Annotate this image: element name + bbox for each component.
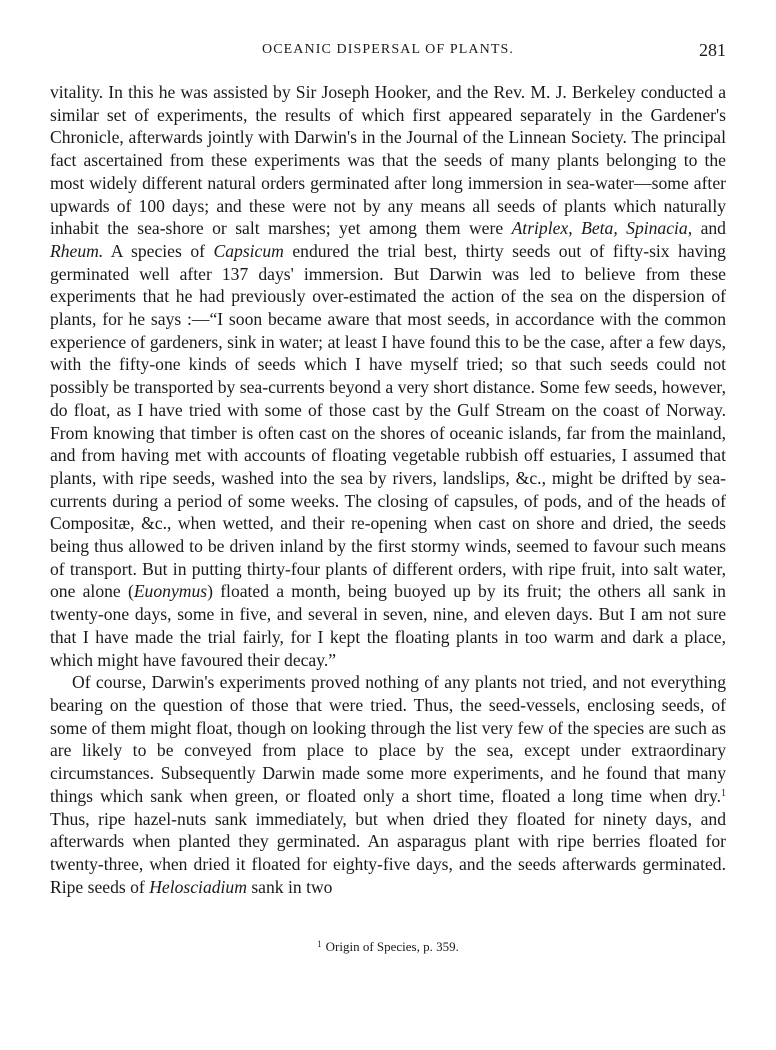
running-title: OCEANIC DISPERSAL OF PLANTS.	[262, 42, 514, 57]
footnote-text: Origin of Species, p. 359.	[325, 939, 459, 954]
paragraph	[50, 81, 726, 671]
footnote	[50, 939, 726, 955]
footnote-mark: 1	[317, 939, 322, 949]
text-run: endured the trial best, thirty seeds out of fifty-six having germinated well after 137 days' immersion. But Darwin was led to believe from these experiments that he had previously over-estimated the action of the sea on the dispersion of plants, for he says :—“I soon became aware that most seeds, in accordance with the common experience of gardeners, sink in water; at least I have found this to be the case, after a few days, with the fifty-one kinds of seeds which I have myself tried; so that such seeds could not possibly be transported by sea-currents beyond a very short distance. Some few seeds, however, do float, as I have tried with some of those cast by the Gulf Stream on the coast of Norway. From knowing that timber is often cast on the shores of oceanic islands, far from the mainland, and from having met with accounts of floating vegetable rubbish off estuaries, I assumed that plants, with ripe seeds, washed into the sea by rivers, landslips, &c., might be drifted by sea-currents during a period of some weeks. The closing of capsules, of pods, and of the heads of Compositæ, &c., when wetted, and their re-opening when cast on shore and dried, the seeds being thus allowed to be driven inland by the first stormy winds, seemed to favour such means of transport. But in putting thirty-four plants of different orders, with ripe fruit, into salt water, one alone (	[50, 240, 726, 602]
text-run: and	[692, 218, 726, 239]
italic-run: Rheum.	[50, 240, 104, 261]
italic-run: Atriplex, Beta, Spinacia,	[511, 218, 693, 239]
text-run: Of course, Darwin's experiments proved nothing of any plants not tried, and not everything bearing on the question of those that were tried. Thus, the seed-vessels, enclosing seeds, of some of them might float, though on looking through the list very few of the species are such as are likely to be conveyed from place to place by the sea, except under extraordinary circumstances. Subsequently Darwin made some more experiments, and he found that many things which sank when green, or floated only a short time, floated a long time when dry.	[50, 672, 726, 806]
body-text	[50, 81, 726, 898]
footnote-reference: 1	[721, 787, 726, 799]
page-header	[50, 40, 726, 64]
italic-run: Helosciadium	[149, 876, 247, 897]
italic-run: Euonymus	[133, 581, 208, 602]
italic-run: Capsicum	[213, 240, 284, 261]
text-run: vitality. In this he was assisted by Sir Joseph Hooker, and the Rev. M. J. Berkeley conducted a similar set of experiments, the results of which first appeared separately in the Gardener's Chronicle, afterwards jointly with Darwin's in the Journal of the Linnean Society. The principal fact ascertained from these experiments was that the seeds of many plants belonging to the most widely different natural orders germinated after long immersion in sea-water—some after upwards of 100 days; and these were not by any means all seeds of plants which naturally inhabit the sea-shore or salt marshes; yet among them were	[50, 82, 726, 239]
text-run: Thus, ripe hazel-nuts sank immediately, but when dried they floated for ninety days, and afterwards when planted they germinated. An asparagus plant with ripe berries floated for twenty-three, when dried it floated for eighty-five days, and the seeds afterwards germinated. Ripe seeds of	[50, 808, 726, 897]
page-number: 281	[699, 40, 726, 60]
paragraph	[50, 671, 726, 898]
text-run: A species of	[103, 240, 214, 261]
text-run: ) floated a month, being buoyed up by its fruit; the others all sank in twenty-one days, some in five, and several in seven, nine, and eleven days. But I am not sure that I have made the trial fairly, for I kept the floating plants in too warm and dark a place, which might have favoured their decay.”	[50, 581, 726, 670]
text-run: sank in two	[246, 876, 333, 897]
